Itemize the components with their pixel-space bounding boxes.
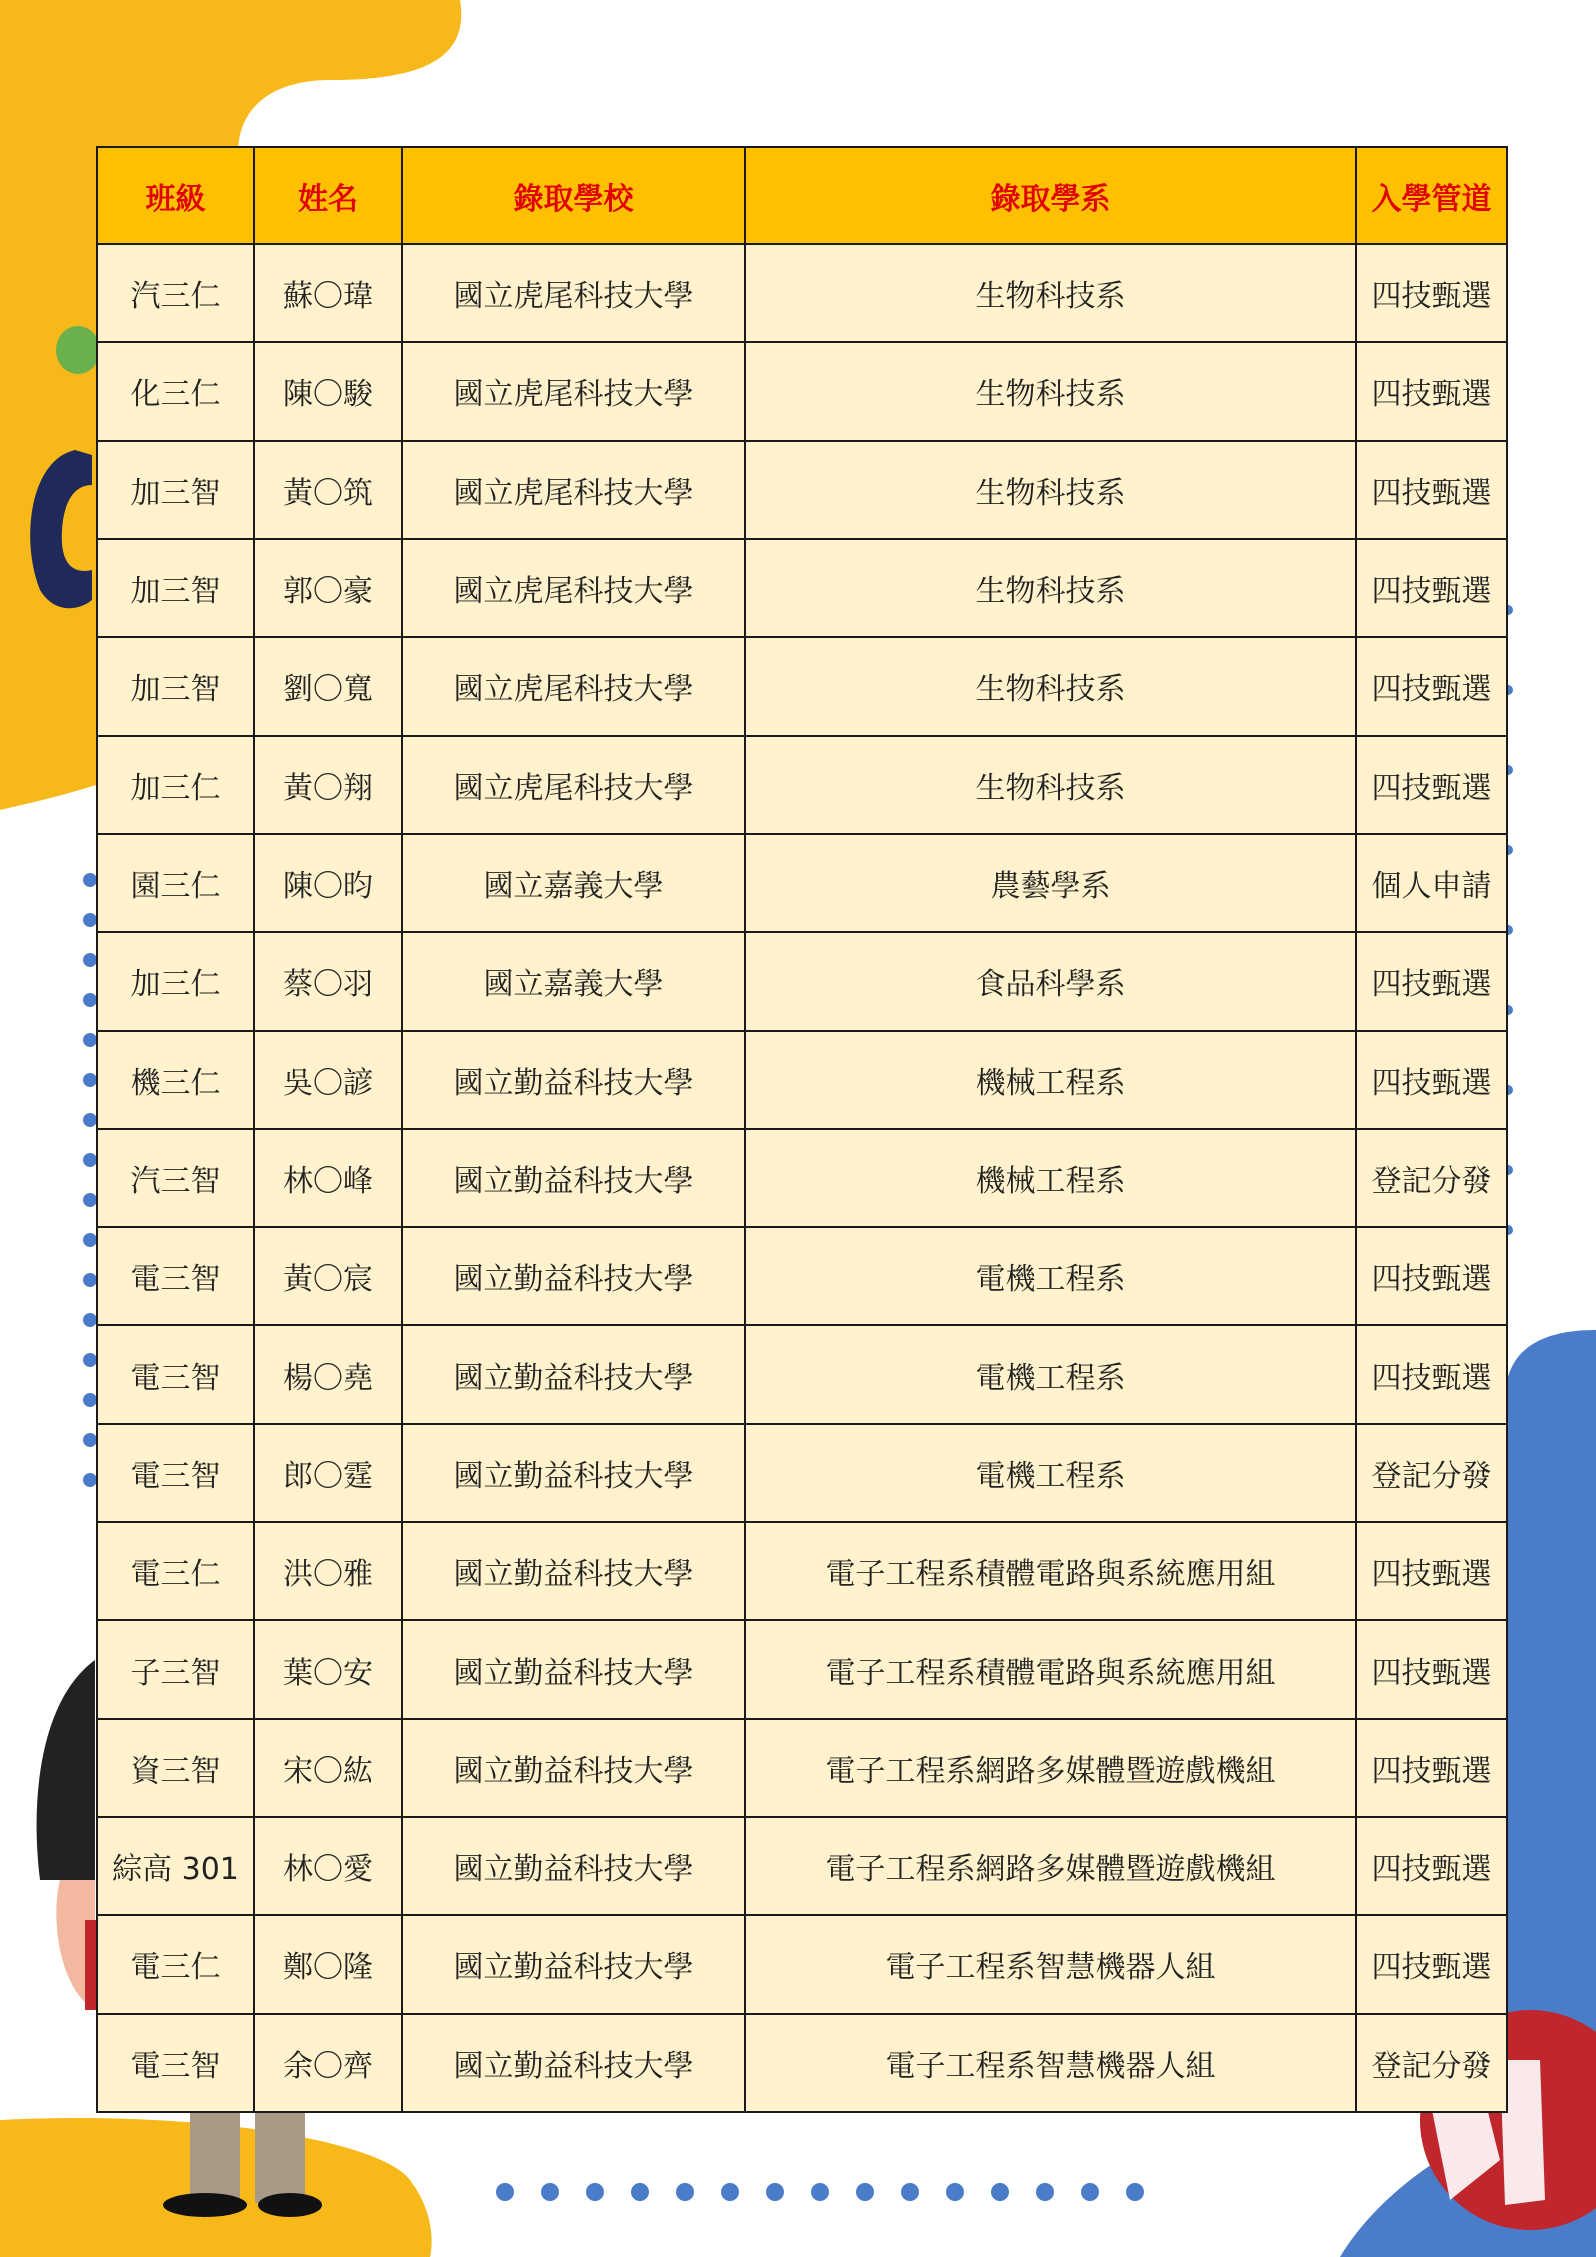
cell-department: 電機工程系 <box>745 1227 1356 1325</box>
cell-name: 宋〇紘 <box>254 1719 402 1817</box>
cell-school: 國立勤益科技大學 <box>402 1129 745 1227</box>
cell-name: 余〇齊 <box>254 2014 402 2112</box>
cell-channel: 四技甄選 <box>1356 441 1507 539</box>
cell-school: 國立勤益科技大學 <box>402 1719 745 1817</box>
cell-school: 國立虎尾科技大學 <box>402 637 745 735</box>
cell-school: 國立虎尾科技大學 <box>402 244 745 342</box>
table-row <box>97 1620 1507 1718</box>
cell-class: 園三仁 <box>97 834 254 932</box>
table-row <box>97 932 1507 1030</box>
cell-department: 農藝學系 <box>745 834 1356 932</box>
cell-school: 國立虎尾科技大學 <box>402 441 745 539</box>
cell-department: 電子工程系積體電路與系統應用組 <box>745 1620 1356 1718</box>
cell-department: 生物科技系 <box>745 539 1356 637</box>
header-school: 錄取學校 <box>402 147 745 244</box>
cell-channel: 四技甄選 <box>1356 539 1507 637</box>
header-channel: 入學管道 <box>1356 147 1507 244</box>
cell-channel: 四技甄選 <box>1356 1325 1507 1423</box>
cell-class: 電三智 <box>97 2014 254 2112</box>
cell-class: 加三智 <box>97 441 254 539</box>
cell-channel: 四技甄選 <box>1356 736 1507 834</box>
cell-school: 國立虎尾科技大學 <box>402 539 745 637</box>
header-department: 錄取學系 <box>745 147 1356 244</box>
cell-name: 黃〇宸 <box>254 1227 402 1325</box>
cell-name: 林〇峰 <box>254 1129 402 1227</box>
green-leaf-shape <box>56 326 100 374</box>
table-row <box>97 1424 1507 1522</box>
cell-name: 陳〇駿 <box>254 342 402 440</box>
blue-dots-left <box>83 873 97 1487</box>
cell-channel: 登記分發 <box>1356 1424 1507 1522</box>
cell-name: 黃〇筑 <box>254 441 402 539</box>
cell-name: 蔡〇羽 <box>254 932 402 1030</box>
cell-channel: 四技甄選 <box>1356 932 1507 1030</box>
cell-channel: 四技甄選 <box>1356 1522 1507 1620</box>
cell-name: 洪〇雅 <box>254 1522 402 1620</box>
cell-class: 資三智 <box>97 1719 254 1817</box>
cell-name: 葉〇安 <box>254 1620 402 1718</box>
cell-channel: 四技甄選 <box>1356 1719 1507 1817</box>
cell-channel: 四技甄選 <box>1356 1620 1507 1718</box>
table-row <box>97 834 1507 932</box>
cell-class: 電三智 <box>97 1424 254 1522</box>
cell-channel: 四技甄選 <box>1356 342 1507 440</box>
cell-department: 生物科技系 <box>745 736 1356 834</box>
table-row <box>97 1817 1507 1915</box>
cell-channel: 四技甄選 <box>1356 1915 1507 2013</box>
cell-name: 楊〇堯 <box>254 1325 402 1423</box>
cell-school: 國立嘉義大學 <box>402 932 745 1030</box>
table-row <box>97 441 1507 539</box>
cell-department: 機械工程系 <box>745 1031 1356 1129</box>
cell-school: 國立勤益科技大學 <box>402 1227 745 1325</box>
cell-name: 劉〇寬 <box>254 637 402 735</box>
table-header-row <box>97 147 1507 244</box>
cell-channel: 四技甄選 <box>1356 1227 1507 1325</box>
cell-class: 綜高 301 <box>97 1817 254 1915</box>
table-row <box>97 1719 1507 1817</box>
cell-name: 林〇愛 <box>254 1817 402 1915</box>
yellow-small-square <box>60 413 72 425</box>
table-row <box>97 539 1507 637</box>
cell-name: 郎〇霆 <box>254 1424 402 1522</box>
cell-school: 國立勤益科技大學 <box>402 1915 745 2013</box>
cell-department: 電子工程系積體電路與系統應用組 <box>745 1522 1356 1620</box>
cell-school: 國立嘉義大學 <box>402 834 745 932</box>
cell-name: 黃〇翔 <box>254 736 402 834</box>
cell-class: 化三仁 <box>97 342 254 440</box>
cell-class: 機三仁 <box>97 1031 254 1129</box>
cell-name: 吳〇諺 <box>254 1031 402 1129</box>
cell-channel: 登記分發 <box>1356 2014 1507 2112</box>
cell-name: 蘇〇瑋 <box>254 244 402 342</box>
cell-channel: 個人申請 <box>1356 834 1507 932</box>
table-row <box>97 1915 1507 2013</box>
cell-school: 國立勤益科技大學 <box>402 1031 745 1129</box>
cell-department: 生物科技系 <box>745 441 1356 539</box>
cell-name: 陳〇昀 <box>254 834 402 932</box>
cell-school: 國立勤益科技大學 <box>402 1817 745 1915</box>
cell-department: 電機工程系 <box>745 1424 1356 1522</box>
cell-school: 國立勤益科技大學 <box>402 1424 745 1522</box>
cell-class: 汽三仁 <box>97 244 254 342</box>
header-class: 班級 <box>97 147 254 244</box>
cell-class: 加三智 <box>97 539 254 637</box>
table-row <box>97 1031 1507 1129</box>
table-row <box>97 1522 1507 1620</box>
cell-channel: 四技甄選 <box>1356 637 1507 735</box>
table-row <box>97 736 1507 834</box>
cell-channel: 四技甄選 <box>1356 1031 1507 1129</box>
table-row <box>97 244 1507 342</box>
cell-school: 國立勤益科技大學 <box>402 1325 745 1423</box>
table-row <box>97 1129 1507 1227</box>
cell-channel: 四技甄選 <box>1356 1817 1507 1915</box>
cell-class: 加三仁 <box>97 932 254 1030</box>
cell-class: 子三智 <box>97 1620 254 1718</box>
cell-class: 電三仁 <box>97 1522 254 1620</box>
cell-school: 國立虎尾科技大學 <box>402 342 745 440</box>
cell-department: 電機工程系 <box>745 1325 1356 1423</box>
cell-department: 電子工程系智慧機器人組 <box>745 1915 1356 2013</box>
cell-school: 國立勤益科技大學 <box>402 1522 745 1620</box>
header-name: 姓名 <box>254 147 402 244</box>
cell-name: 郭〇豪 <box>254 539 402 637</box>
cell-channel: 登記分發 <box>1356 1129 1507 1227</box>
cell-department: 電子工程系智慧機器人組 <box>745 2014 1356 2112</box>
cell-school: 國立虎尾科技大學 <box>402 736 745 834</box>
table-row <box>97 2014 1507 2112</box>
cell-channel: 四技甄選 <box>1356 244 1507 342</box>
cell-class: 汽三智 <box>97 1129 254 1227</box>
table-row <box>97 637 1507 735</box>
cell-department: 生物科技系 <box>745 244 1356 342</box>
table-row <box>97 1325 1507 1423</box>
cell-department: 電子工程系網路多媒體暨遊戲機組 <box>745 1719 1356 1817</box>
table-row <box>97 1227 1507 1325</box>
cell-school: 國立勤益科技大學 <box>402 1620 745 1718</box>
cell-name: 鄭〇隆 <box>254 1915 402 2013</box>
cell-class: 電三智 <box>97 1227 254 1325</box>
cell-department: 電子工程系網路多媒體暨遊戲機組 <box>745 1817 1356 1915</box>
cell-department: 生物科技系 <box>745 342 1356 440</box>
cell-class: 電三仁 <box>97 1915 254 2013</box>
cell-department: 機械工程系 <box>745 1129 1356 1227</box>
cell-department: 食品科學系 <box>745 932 1356 1030</box>
blue-dots-bottom <box>496 2183 1144 2201</box>
cell-class: 電三智 <box>97 1325 254 1423</box>
admission-table <box>96 146 1508 2113</box>
table-row <box>97 342 1507 440</box>
cell-department: 生物科技系 <box>745 637 1356 735</box>
cell-class: 加三仁 <box>97 736 254 834</box>
cell-class: 加三智 <box>97 637 254 735</box>
cell-school: 國立勤益科技大學 <box>402 2014 745 2112</box>
